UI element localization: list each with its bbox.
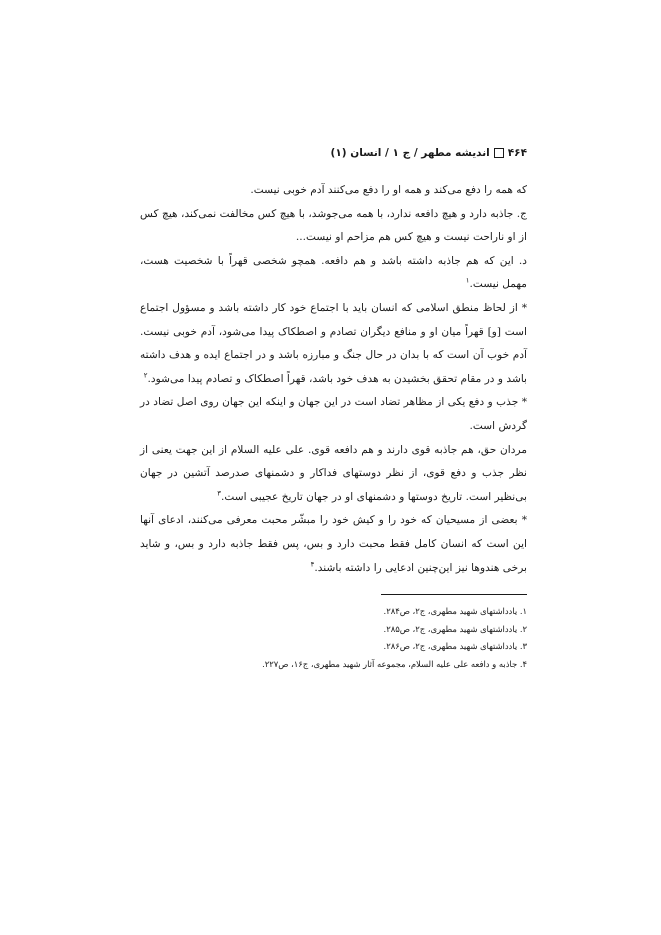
footnote-ref: ۱ — [465, 276, 470, 285]
paragraph: * از لحاظ منطق اسلامی که انسان باید با اجتماع خود کار داشته باشد و مسؤول اجتماع است [و] قهراً میان او و منافع دیگران تصادم و اصطکاک پیدا می‌شود، آدم خوبی نیست. آدم خوب آن است که با بدان در حال جنگ و مبارزه باشد و در اجتماع ایده و هدف داشته باشد و در مقام تحقق بخشیدن به هدف خود باشد، قهراً اصطکاک و تصادم پیدا می‌شود.$^۲$ — [140, 301, 527, 385]
footnote-ref: ۲ — [143, 371, 148, 380]
paragraph: د. این که هم جاذبه داشته باشد و هم دافعه. همچو شخصی قهراً با شخصیت هست، مهمل نیست.$^۱$ — [140, 254, 527, 291]
footnote-ref: ۳ — [217, 489, 221, 498]
footnote-divider — [381, 594, 527, 595]
footnote-ref: ۴ — [310, 559, 315, 568]
body-text — [140, 179, 527, 580]
running-title: اندیشه مطهر / ج ۱ / انسان (۱) — [330, 147, 490, 159]
footnote: ۳. یادداشتهای شهید مطهری، ج۲، ص۲۸۶. — [383, 641, 527, 652]
paragraph: * جذب و دفع یکی از مظاهر تضاد است در این جهان و اینکه این جهان روی اصل تضاد در گردش است. — [140, 396, 527, 432]
document-page — [140, 146, 527, 673]
page-number: ۴۶۴ — [507, 147, 527, 159]
footnotes — [140, 603, 527, 673]
footnote: ۴. جاذبه و دافعه علی علیه السلام، مجموعه آثار شهید مطهری، ج۱۶، ص۲۲۷. — [262, 658, 527, 669]
paragraph: مردان حق، هم جاذبه قوی دارند و هم دافعه قوی. علی علیه السلام از این جهت یعنی از نظر جذب و دفع قوی، از نظر دوستهای فداکار و دشمنهای صدرصد آتشین در جهان بی‌نظیر است. تاریخ دوستها و دشمنهای او در جهان تاریخ عجیبی است.$^۳$ — [140, 443, 527, 503]
square-box-icon — [494, 148, 504, 158]
paragraph: که همه را دفع می‌کند و همه او را دفع می‌کنند آدم خوبی نیست. — [250, 184, 527, 196]
footnote: ۲. یادداشتهای شهید مطهری، ج۲، ص۲۸۵. — [383, 623, 527, 634]
paragraph: * بعضی از مسیحیان که خود را و کیش خود را مبشّر محبت معرفی می‌کنند، ادعای آنها این است که انسان کامل فقط محبت دارد و بس، پس فقط جاذبه دارد و بس، و شاید برخی هندوها نیز این‌چنین ادعایی را داشته باشند.$^۴$ — [140, 514, 527, 574]
footnote: ۱. یادداشتهای شهید مطهری، ج۲، ص۲۸۴. — [383, 606, 527, 617]
running-header — [140, 146, 527, 160]
paragraph: ج. جاذبه دارد و هیچ دافعه ندارد، با همه می‌جوشد، با هیچ کس مخالفت نمی‌کند، هیچ کس از او ناراحت نیست و هیچ کس هم مزاحم او نیست... — [140, 207, 527, 244]
